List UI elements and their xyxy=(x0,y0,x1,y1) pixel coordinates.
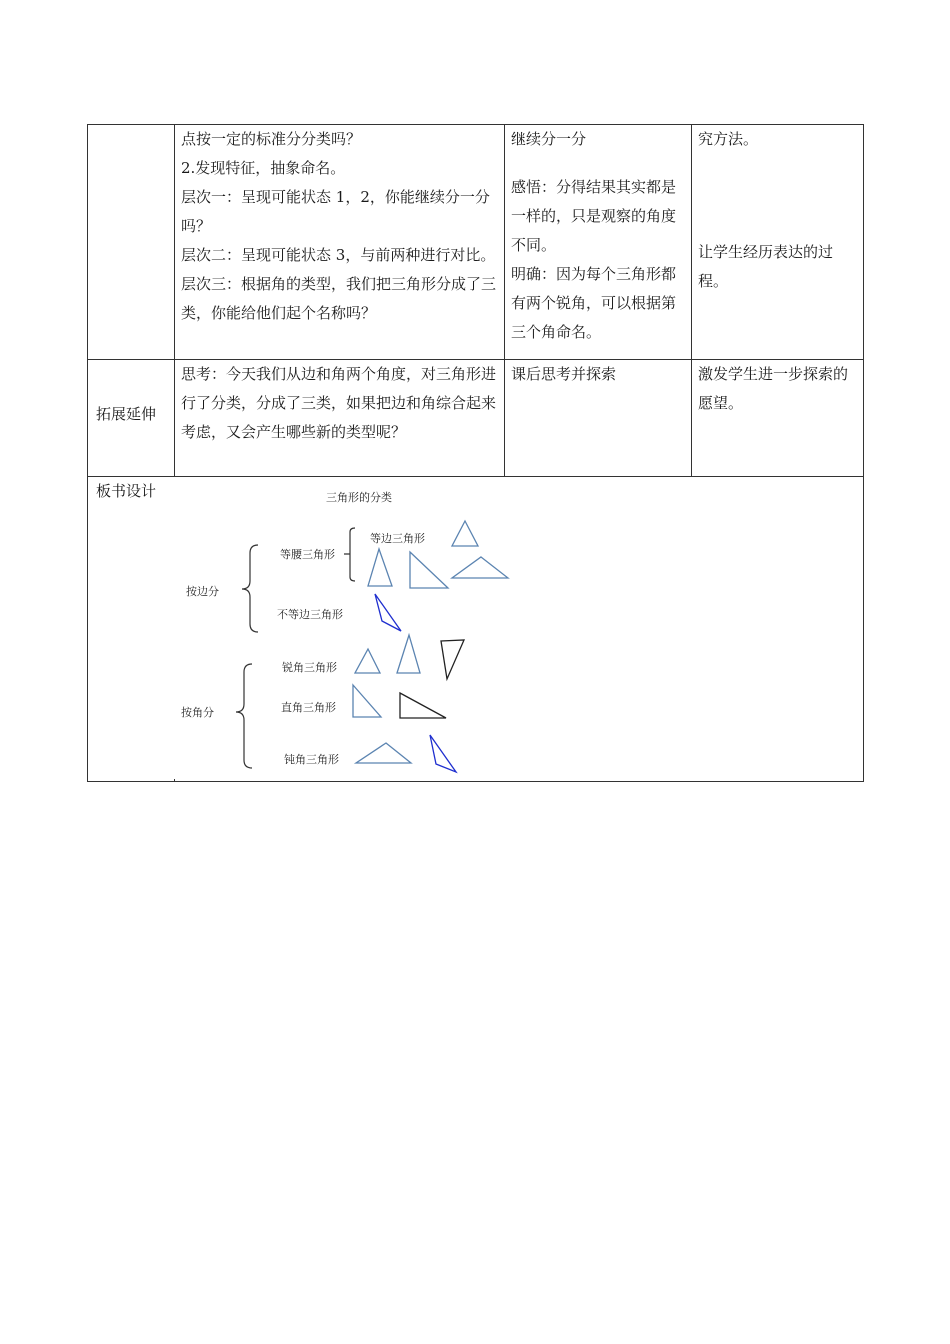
activity-text: 层次二：呈现可能状态 3，与前两种进行对比。 xyxy=(181,246,496,264)
right-label: 直角三角形 xyxy=(281,701,336,714)
obtuse-triangle-2 xyxy=(430,735,456,772)
acute-label: 锐角三角形 xyxy=(282,661,337,674)
intent-text: 让学生经历表达的过程。 xyxy=(698,243,834,290)
activity-text: 点按一定的标准分分类吗？ xyxy=(181,130,362,148)
diagram-shapes xyxy=(174,477,514,779)
stage-cell xyxy=(88,360,175,477)
activity-text: 层次一：呈现可能状态 1，2，你能继续分一分吗？ xyxy=(181,188,490,235)
activity-cell xyxy=(175,125,505,360)
acute-triangle-1 xyxy=(355,649,380,673)
stage-cell: 板书设计 xyxy=(88,477,175,782)
intent-text: 激发学生进一步探索的愿望。 xyxy=(698,365,849,412)
by-angle-label: 按角分 xyxy=(181,706,214,719)
isosceles-brace xyxy=(344,528,355,581)
isosceles-triangle xyxy=(368,549,392,586)
scalene-triangle xyxy=(375,594,401,631)
acute-triangle-2 xyxy=(397,635,420,673)
student-text: 明确：因为每个三角形都有两个锐角，可以根据第三个角命名。 xyxy=(511,265,677,341)
by-side-label: 按边分 xyxy=(186,585,219,598)
acute-triangle-3 xyxy=(441,640,464,679)
table-row xyxy=(88,125,864,360)
student-cell xyxy=(505,125,692,360)
student-cell xyxy=(505,360,692,477)
student-text: 继续分一分 xyxy=(511,130,587,148)
isosceles-label: 等腰三角形 xyxy=(280,548,335,561)
scalene-label: 不等边三角形 xyxy=(277,608,343,621)
activity-text: 思考：今天我们从边和角两个角度，对三角形进行了分类，分成了三类，如果把边和角综合起来考虑，又会产生哪些新的类型呢？ xyxy=(181,365,497,441)
isosceles-right-triangle xyxy=(410,552,448,588)
right-triangle-1 xyxy=(353,685,381,717)
student-text: 课后思考并探索 xyxy=(511,365,617,383)
blackboard-diagram xyxy=(174,477,514,779)
stage-label: 拓展延伸 xyxy=(96,405,157,423)
activity-text: 层次三：根据角的类型，我们把三角形分成了三类，你能给他们起个名称吗？ xyxy=(181,275,497,322)
intent-cell xyxy=(692,125,864,360)
student-text: 感悟：分得结果其实都是一样的，只是观察的角度不同。 xyxy=(511,178,677,254)
equilateral-label: 等边三角形 xyxy=(370,532,425,545)
side-brace xyxy=(242,545,258,632)
isosceles-obtuse-triangle xyxy=(452,557,508,578)
table-row xyxy=(88,360,864,477)
right-triangle-2 xyxy=(400,693,446,718)
stage-cell xyxy=(88,125,175,360)
board-title: 三角形的分类 xyxy=(326,491,392,504)
activity-cell xyxy=(175,360,505,477)
intent-cell xyxy=(692,360,864,477)
intent-text: 究方法。 xyxy=(698,130,759,148)
equilateral-triangle xyxy=(452,521,478,546)
obtuse-triangle-1 xyxy=(356,743,411,763)
activity-text: 2.发现特征，抽象命名。 xyxy=(181,159,346,177)
obtuse-label: 钝角三角形 xyxy=(284,753,339,766)
angle-brace xyxy=(236,664,252,768)
